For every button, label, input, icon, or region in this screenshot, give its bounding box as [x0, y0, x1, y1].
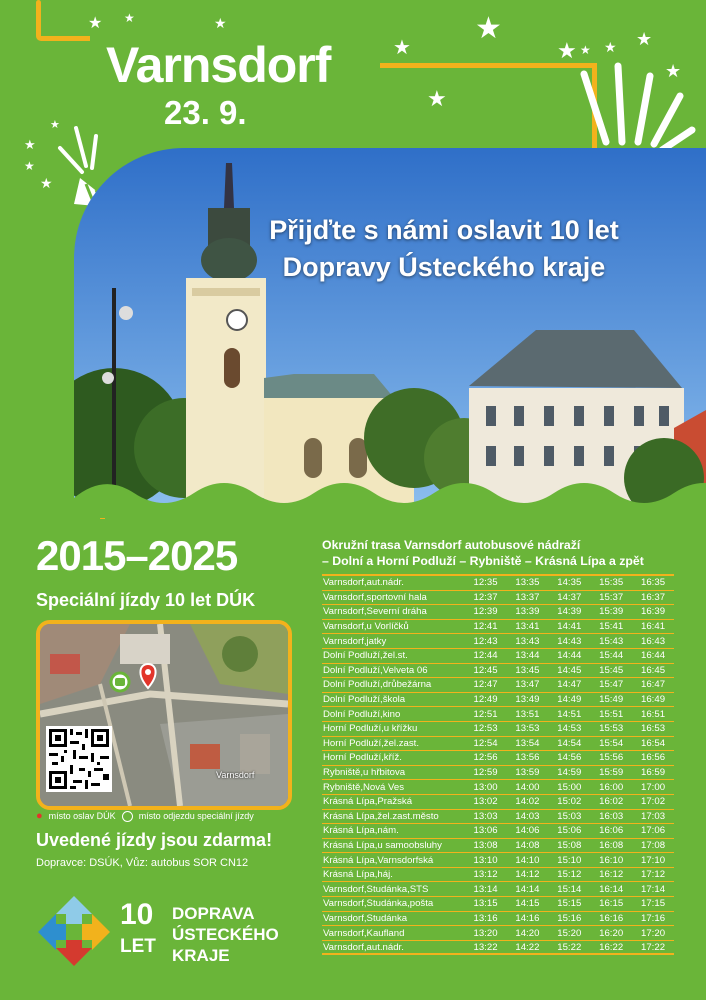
- table-row: [322, 824, 674, 839]
- stop-name: Varnsdorf,aut.nádr.: [323, 941, 404, 953]
- departure-time: 13:03: [473, 810, 498, 822]
- departure-time: 15:10: [557, 854, 582, 866]
- departure-time: 15:43: [599, 635, 624, 647]
- departure-time: 14:53: [557, 723, 582, 735]
- table-row: [322, 634, 674, 649]
- departure-time: 12:54: [473, 737, 498, 749]
- departure-time: 14:56: [557, 752, 582, 764]
- table-row: [322, 912, 674, 927]
- departure-time: 13:39: [515, 606, 540, 618]
- stop-name: Varnsdorf,sportovní hala: [323, 591, 427, 603]
- guide-line: [36, 0, 41, 38]
- departure-time: 14:08: [515, 839, 540, 851]
- stop-name: Dolní Podluží,kino: [323, 708, 401, 720]
- star-icon: ★: [24, 159, 35, 173]
- table-row: [322, 620, 674, 635]
- stop-name: Krásná Lípa,u samoobsluhy: [323, 839, 442, 851]
- departure-time: 15:45: [599, 664, 624, 676]
- stop-name: Krásná Lípa,žel.zast.město: [323, 810, 439, 822]
- departure-time: 15:56: [599, 752, 624, 764]
- stop-name: Rybniště,Nová Ves: [323, 781, 405, 793]
- timetable-title: [322, 537, 674, 569]
- departure-time: 14:12: [515, 869, 540, 881]
- departure-time: 12:45: [473, 664, 498, 676]
- departure-time: 16:10: [599, 854, 624, 866]
- departure-time: 13:12: [473, 869, 498, 881]
- guide-line: [380, 63, 595, 68]
- legend-departure: místo odjezdu speciální jízdy: [138, 811, 254, 821]
- free-rides-note: Uvedené jízdy jsou zdarma!: [36, 830, 273, 850]
- stop-name: Krásná Lípa,Pražská: [323, 796, 413, 808]
- star-icon: ★: [24, 137, 36, 152]
- departure-time: 13:49: [515, 694, 540, 706]
- departure-time: 13:22: [473, 941, 498, 953]
- departure-time: 16:41: [641, 621, 666, 633]
- departure-time: 14:44: [557, 650, 582, 662]
- table-row: [322, 707, 674, 722]
- table-row: [322, 576, 674, 591]
- star-icon: ★: [557, 38, 577, 63]
- departure-time: 15:20: [557, 927, 582, 939]
- stop-name: Dolní Podluží,žel.st.: [323, 650, 408, 662]
- stop-name: Krásná Lípa,Varnsdorfská: [323, 854, 434, 866]
- table-row: [322, 941, 674, 956]
- departure-time: 16:59: [641, 767, 666, 779]
- departure-time: 15:00: [557, 781, 582, 793]
- departure-time: 16:47: [641, 679, 666, 691]
- star-icon: ★: [393, 37, 411, 59]
- departure-time: 13:20: [473, 927, 498, 939]
- table-row: [322, 722, 674, 737]
- departure-time: 15:15: [557, 898, 582, 910]
- departure-time: 14:14: [515, 883, 540, 895]
- map-legend: [36, 810, 254, 822]
- departure-time: 16:14: [599, 883, 624, 895]
- departure-time: 16:03: [599, 810, 624, 822]
- stop-name: Horní Podluží,kříž.: [323, 752, 402, 764]
- departure-time: 13:41: [515, 621, 540, 633]
- table-row: [322, 693, 674, 708]
- departure-time: 12:43: [473, 635, 498, 647]
- departure-time: 14:22: [515, 941, 540, 953]
- departure-time: 13:51: [515, 708, 540, 720]
- table-row: [322, 678, 674, 693]
- departure-time: 15:51: [599, 708, 624, 720]
- table-row: [322, 751, 674, 766]
- qr-code: [46, 726, 112, 792]
- years-title: 2015–2025: [36, 532, 238, 579]
- departure-time: 12:37: [473, 591, 498, 603]
- table-row: [322, 664, 674, 679]
- departure-time: 14:41: [557, 621, 582, 633]
- departure-time: 13:56: [515, 752, 540, 764]
- departure-time: 16:20: [599, 927, 624, 939]
- departure-time: 13:54: [515, 737, 540, 749]
- departure-time: 17:00: [641, 781, 666, 793]
- departure-time: 15:41: [599, 621, 624, 633]
- departure-time: 14:54: [557, 737, 582, 749]
- logo-ten: 10: [120, 898, 154, 931]
- table-row: [322, 795, 674, 810]
- stop-name: Dolní Podluží,škola: [323, 694, 406, 706]
- departure-time: 14:51: [557, 708, 582, 720]
- departure-time: 15:35: [599, 577, 624, 589]
- departure-time: 14:39: [557, 606, 582, 618]
- legend-celebration: místo oslav DÚK: [48, 811, 116, 821]
- star-icon: ★: [40, 175, 53, 191]
- departure-time: 15:12: [557, 869, 582, 881]
- duk-logo-icon: [36, 894, 112, 968]
- table-row: [322, 810, 674, 825]
- departure-time: 14:00: [515, 781, 540, 793]
- departure-time: 17:20: [641, 927, 666, 939]
- departure-time: 14:47: [557, 679, 582, 691]
- stop-name: Krásná Lípa,nám.: [323, 825, 399, 837]
- departure-time: 16:02: [599, 796, 624, 808]
- departure-time: 13:14: [473, 883, 498, 895]
- stop-name: Varnsdorf,Studánka: [323, 912, 408, 924]
- departure-time: 16:35: [641, 577, 666, 589]
- special-rides-title: Speciální jízdy 10 let DÚK: [36, 590, 256, 610]
- logo-brand: DOPRAVA ÚSTECKÉHO KRAJE: [172, 904, 279, 965]
- departure-time: 17:06: [641, 825, 666, 837]
- departure-time: 13:44: [515, 650, 540, 662]
- departure-time: 15:02: [557, 796, 582, 808]
- church-photo: [74, 148, 706, 518]
- stop-name: Dolní Podluží,Velveta 06: [323, 664, 428, 676]
- departure-time: 13:53: [515, 723, 540, 735]
- table-row: [322, 926, 674, 941]
- departure-time: 15:49: [599, 694, 624, 706]
- departure-time: 16:56: [641, 752, 666, 764]
- departure-time: 13:43: [515, 635, 540, 647]
- star-icon: ★: [580, 43, 591, 57]
- departure-time: 15:37: [599, 591, 624, 603]
- departure-time: 16:16: [599, 912, 624, 924]
- departure-time: 14:59: [557, 767, 582, 779]
- departure-time: 12:44: [473, 650, 498, 662]
- headline: [244, 212, 644, 286]
- departure-time: 16:06: [599, 825, 624, 837]
- departure-time: 15:08: [557, 839, 582, 851]
- departure-time: 15:16: [557, 912, 582, 924]
- departure-time: 16:22: [599, 941, 624, 953]
- star-icon: ★: [475, 12, 502, 45]
- departure-time: 16:00: [599, 781, 624, 793]
- departure-time: 17:15: [641, 898, 666, 910]
- stop-name: Varnsdorf,u Vorlíčků: [323, 621, 409, 633]
- table-row: [322, 737, 674, 752]
- departure-time: 16:45: [641, 664, 666, 676]
- departure-time: 13:02: [473, 796, 498, 808]
- departure-time: 12:41: [473, 621, 498, 633]
- departure-time: 12:47: [473, 679, 498, 691]
- departure-time: 13:45: [515, 664, 540, 676]
- table-row: [322, 839, 674, 854]
- star-icon: ★: [214, 15, 227, 31]
- departure-time: 17:12: [641, 869, 666, 881]
- departure-time: 17:10: [641, 854, 666, 866]
- departure-time: 17:16: [641, 912, 666, 924]
- stop-name: Dolní Podluží,drůbežárna: [323, 679, 432, 691]
- departure-time: 14:45: [557, 664, 582, 676]
- table-row: [322, 780, 674, 795]
- table-row: [322, 766, 674, 781]
- city-title: Varnsdorf: [106, 37, 331, 93]
- departure-time: 15:39: [599, 606, 624, 618]
- table-row: [322, 605, 674, 620]
- departure-time: 17:02: [641, 796, 666, 808]
- departure-time: 16:39: [641, 606, 666, 618]
- departure-time: 14:49: [557, 694, 582, 706]
- departure-time: 17:08: [641, 839, 666, 851]
- departure-time: 12:59: [473, 767, 498, 779]
- star-icon: ★: [604, 39, 617, 55]
- departure-time: 14:02: [515, 796, 540, 808]
- departure-time: 12:51: [473, 708, 498, 720]
- guide-line: [36, 36, 90, 41]
- departure-time: 16:49: [641, 694, 666, 706]
- departure-time: 12:35: [473, 577, 498, 589]
- headline-line-1: Přijďte s námi oslavit 10 let: [269, 215, 619, 245]
- bus-icon: [122, 811, 133, 822]
- departure-time: 14:37: [557, 591, 582, 603]
- departure-time: 13:10: [473, 854, 498, 866]
- stop-name: Horní Podluží,u křížku: [323, 723, 418, 735]
- departure-time: 15:53: [599, 723, 624, 735]
- departure-time: 16:37: [641, 591, 666, 603]
- departure-time: 13:59: [515, 767, 540, 779]
- table-row: [322, 882, 674, 897]
- star-icon: ★: [88, 15, 103, 32]
- operator-note: Dopravce: DSÚK, Vůz: autobus SOR CN12: [36, 857, 249, 869]
- departure-time: 16:51: [641, 708, 666, 720]
- departure-time: 15:44: [599, 650, 624, 662]
- departure-time: 14:15: [515, 898, 540, 910]
- stop-name: Varnsdorf,Studánka,STS: [323, 883, 429, 895]
- event-date: 23. 9.: [164, 94, 247, 131]
- departure-time: 13:15: [473, 898, 498, 910]
- star-icon: ★: [636, 29, 653, 49]
- departure-time: 16:15: [599, 898, 624, 910]
- departure-time: 14:16: [515, 912, 540, 924]
- table-row: [322, 853, 674, 868]
- departure-time: 16:53: [641, 723, 666, 735]
- departure-time: 17:22: [641, 941, 666, 953]
- location-map: [36, 620, 292, 810]
- departure-time: 14:10: [515, 854, 540, 866]
- departure-time: 13:47: [515, 679, 540, 691]
- departure-time: 16:44: [641, 650, 666, 662]
- departure-time: 12:39: [473, 606, 498, 618]
- timetable-title-line-1: Okružní trasa Varnsdorf autobusové nádraží: [322, 538, 581, 552]
- departure-time: 17:03: [641, 810, 666, 822]
- stop-name: Krásná Lípa,háj.: [323, 869, 393, 881]
- departure-time: 14:20: [515, 927, 540, 939]
- stop-name: Horní Podluží,žel.zast.: [323, 737, 419, 749]
- departure-time: 15:47: [599, 679, 624, 691]
- stop-name: Varnsdorf,Studánka,pošta: [323, 898, 434, 910]
- departure-time: 15:03: [557, 810, 582, 822]
- departure-time: 14:06: [515, 825, 540, 837]
- table-row: [322, 868, 674, 883]
- departure-time: 13:08: [473, 839, 498, 851]
- table-row: [322, 897, 674, 912]
- departure-time: 17:14: [641, 883, 666, 895]
- departure-time: 15:22: [557, 941, 582, 953]
- star-icon: ★: [50, 119, 60, 131]
- departure-time: 14:03: [515, 810, 540, 822]
- departure-time: 16:12: [599, 869, 624, 881]
- table-row: [322, 649, 674, 664]
- map-town-label: Varnsdorf: [216, 770, 255, 780]
- departure-time: 13:37: [515, 591, 540, 603]
- logo-let: LET: [120, 936, 156, 957]
- departure-time: 15:06: [557, 825, 582, 837]
- departure-time: 13:35: [515, 577, 540, 589]
- firework-icon: [578, 43, 698, 156]
- departure-time: 13:16: [473, 912, 498, 924]
- departure-time: 14:35: [557, 577, 582, 589]
- stop-name: Varnsdorf,Kaufland: [323, 927, 405, 939]
- departure-time: 13:06: [473, 825, 498, 837]
- departure-time: 15:54: [599, 737, 624, 749]
- departure-time: 12:56: [473, 752, 498, 764]
- departure-time: 16:08: [599, 839, 624, 851]
- stop-name: Varnsdorf,jatky: [323, 635, 387, 647]
- star-icon: ★: [124, 11, 135, 25]
- map-pin-icon: ●: [36, 810, 43, 822]
- departure-time: 16:54: [641, 737, 666, 749]
- departure-time: 13:00: [473, 781, 498, 793]
- table-row: [322, 591, 674, 606]
- departure-time: 14:43: [557, 635, 582, 647]
- star-icon: ★: [665, 61, 682, 81]
- departure-time: 15:59: [599, 767, 624, 779]
- departure-time: 12:53: [473, 723, 498, 735]
- timetable: [322, 574, 674, 955]
- stop-name: Rybniště,u hřbitova: [323, 767, 406, 779]
- departure-time: 15:14: [557, 883, 582, 895]
- star-icon: ★: [427, 86, 447, 111]
- departure-time: 12:49: [473, 694, 498, 706]
- departure-time: 16:43: [641, 635, 666, 647]
- headline-line-2: Dopravy Ústeckého kraje: [282, 252, 606, 282]
- timetable-title-line-2: – Dolní a Horní Podluží – Rybniště – Krásná Lípa a zpět: [322, 554, 644, 568]
- stop-name: Varnsdorf,Severní dráha: [323, 606, 427, 618]
- stop-name: Varnsdorf,aut.nádr.: [323, 577, 404, 589]
